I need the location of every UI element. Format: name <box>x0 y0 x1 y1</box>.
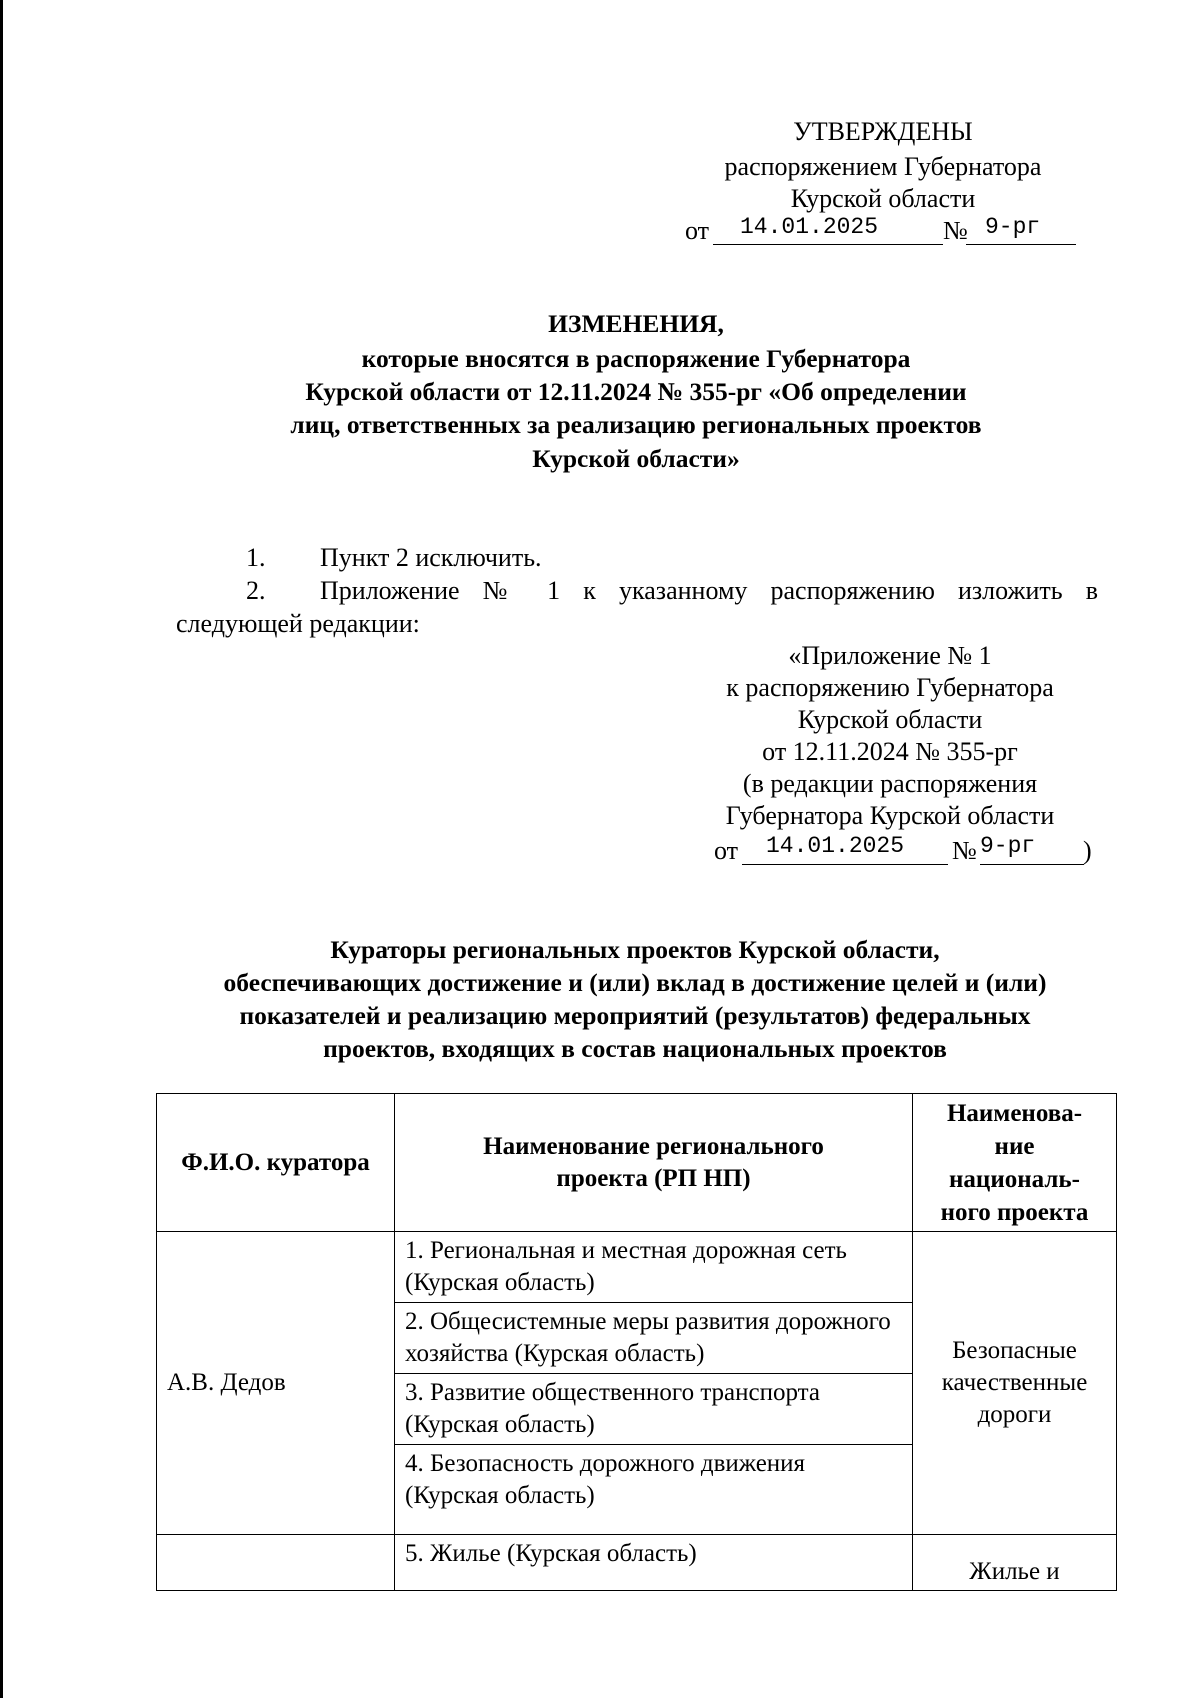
curators-table <box>156 1093 1117 1591</box>
appendix-line-2: к распоряжению Губернатора <box>726 673 1054 702</box>
national-project-cell-housing: Жилье и <box>913 1535 1117 1591</box>
header-national-project-l3: националь- <box>949 1165 1080 1193</box>
appendix-from-label: от <box>714 836 739 865</box>
approval-title: УТВЕРЖДЕНЫ <box>793 117 973 146</box>
approval-line-2: Курской области <box>790 184 976 213</box>
header-national-project-l2: ние <box>994 1132 1035 1160</box>
project-cell-2: 2. Общесистемные меры развития дорожного хозяйства (Курская область) <box>395 1303 913 1374</box>
approval-number: 9-рг <box>985 214 1041 240</box>
appendix-line-3: Курской области <box>797 705 983 734</box>
approval-from-label: от <box>685 216 710 245</box>
project-cell-5: 5. Жилье (Курская область) <box>395 1535 913 1591</box>
item-1-number: 1. <box>246 543 266 572</box>
header-regional-project: Наименование регионального проекта (РП НП) <box>395 1094 913 1232</box>
national-project-roads-l3: дороги <box>977 1401 1052 1428</box>
appendix-line-4: от 12.11.2024 № 355-рг <box>762 737 1018 766</box>
heading-line-4: Курской области» <box>532 444 740 473</box>
appendix-line-6: Губернатора Курской области <box>725 801 1055 830</box>
national-project-roads-l2: качественные <box>941 1369 1088 1396</box>
approval-number-underline <box>966 244 1076 245</box>
appendix-number: 9-рг <box>980 833 1036 859</box>
approval-date-underline <box>713 244 943 245</box>
heading-title: ИЗМЕНЕНИЯ, <box>548 309 724 338</box>
curator-cell-empty <box>157 1535 395 1591</box>
table-title-line-3: показателей и реализацию мероприятий (результатов) федеральных <box>239 1001 1031 1030</box>
appendix-line-5: (в редакции распоряжения <box>742 769 1038 798</box>
project-cell-3: 3. Развитие общественного транспорта (Курская область) <box>395 1374 913 1445</box>
table-title-line-1: Кураторы региональных проектов Курской области, <box>330 935 940 964</box>
table-row <box>157 1535 1117 1591</box>
approval-date: 14.01.2025 <box>740 214 879 240</box>
heading-line-3: лиц, ответственных за реализацию региональных проектов <box>290 410 982 439</box>
table-title-line-2: обеспечивающих достижение и (или) вклад в достижение целей и (или) <box>223 968 1047 997</box>
appendix-date-underline <box>742 864 948 865</box>
header-national-project <box>913 1094 1117 1232</box>
scan-edge-line <box>0 0 3 1698</box>
item-2-text: Приложение № 1 к указанному распоряжению изложить в <box>320 576 1098 605</box>
table-row <box>157 1232 1117 1303</box>
header-curator: Ф.И.О. куратора <box>157 1094 395 1232</box>
item-2-number: 2. <box>246 576 266 605</box>
project-cell-1: 1. Региональная и местная дорожная сеть (Курская область) <box>395 1232 913 1303</box>
table-header-row <box>157 1094 1117 1232</box>
heading-line-2: Курской области от 12.11.2024 № 355-рг «Об определении <box>305 377 967 406</box>
table-title-line-4: проектов, входящих в состав национальных проектов <box>323 1034 947 1063</box>
appendix-date: 14.01.2025 <box>766 833 905 859</box>
appendix-number-underline <box>980 864 1084 865</box>
curator-cell: А.В. Дедов <box>157 1232 395 1535</box>
item-2-continuation: следующей редакции: <box>176 609 420 638</box>
national-project-roads-l1: Безопасные <box>952 1337 1077 1364</box>
item-1-text: Пункт 2 исключить. <box>320 543 542 572</box>
header-national-project-l1: Наименова- <box>946 1099 1083 1127</box>
approval-line-1: распоряжением Губернатора <box>724 152 1042 181</box>
national-project-cell-roads <box>913 1232 1117 1535</box>
heading-line-1: которые вносятся в распоряжение Губернатора <box>361 344 911 373</box>
appendix-line-1: «Приложение № 1 <box>788 641 992 670</box>
appendix-close-paren: ) <box>1083 836 1092 865</box>
approval-number-label: № <box>943 216 968 245</box>
appendix-number-label: № <box>952 836 977 865</box>
header-national-project-l4: ного проекта <box>940 1198 1089 1226</box>
project-cell-4: 4. Безопасность дорожного движения (Курская область) <box>395 1445 913 1535</box>
